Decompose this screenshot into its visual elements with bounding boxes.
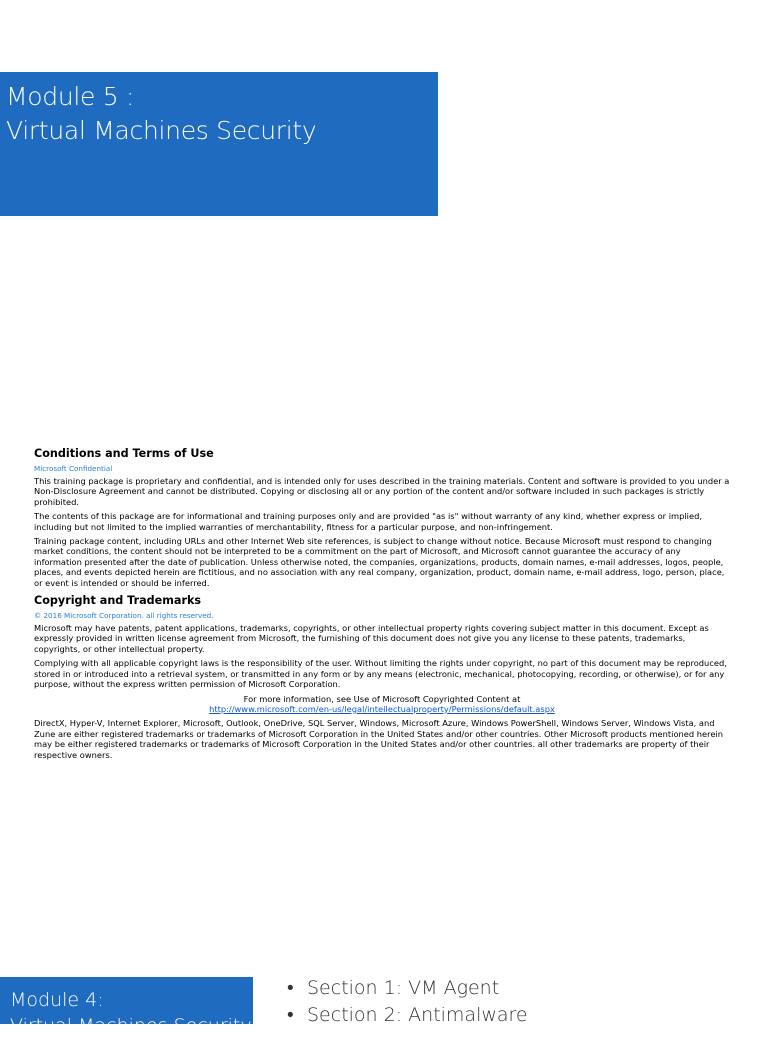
confidential-label: Microsoft Confidential [34, 464, 113, 473]
module-4-title-line2: Virtual Machines Security [10, 1015, 252, 1037]
section-label: Section 1: VM Agent [307, 977, 500, 999]
bullet-icon: • [287, 977, 294, 999]
trademarks-paragraph: DirectX, Hyper-V, Internet Explorer, Microsoft, Outlook, OneDrive, SQL Server, Windows, Microsoft Azure, Windows PowerShell, Windows Server, Windows Vista, and Zune are either registered trademarks or trademarks of Microsoft Corporation in the United States and/or other countries. Other Microsoft products mentioned herein may be either registered trademarks or trademarks of Microsoft Corporation in the United States and/or other countries. all other trademarks are property of their respective owners. [34, 718, 724, 760]
copyright-notice: © 2016 Microsoft Corporation. all rights reserved. [34, 611, 214, 621]
bullet-icon: • [287, 1004, 294, 1026]
terms-paragraph: Training package content, including URLs and other Internet Web site references, is subject to change without notice. Because Microsoft must respond to changing market conditions, the content should not be interpreted to be a commitment on the part of Microsoft, and Microsoft cannot guarantee the accuracy of any information presented after the date of publication. Unless otherwise noted, the companies, organizations, products, domain names, e-mail addresses, logos, people, places, and events depicted herein are fictitious, and no association with any real company, organization, product, domain name, e-mail address, logo, person, place, or event is intended or should be inferred. [34, 536, 725, 588]
module-title-banner [0, 72, 438, 216]
section-list [287, 975, 757, 1029]
module-title-line2: Virtual Machines Security [6, 116, 317, 145]
list-item [287, 1002, 757, 1029]
module-4-title-line1: Module 4: [10, 989, 104, 1011]
list-item [287, 975, 757, 1002]
terms-paragraph: This training package is proprietary and confidential, and is intended only for uses described in the training materials. Content and software is provided to you under a Non-Disclosure Agreement and cannot be distributed. Copying or disclosing all or any portion of the content and/or software included in such packages is strictly prohibited. [34, 476, 730, 507]
more-info-text: For more information, see Use of Microsoft Copyrighted Content at [243, 693, 521, 704]
terms-paragraph: The contents of this package are for informational and training purposes only and are provided "as is" without warranty of any kind, whether express or implied, including but not limited to the implied warranties of merchantability, fitness for a particular purpose, and non-infringement. [34, 511, 702, 532]
copyright-paragraph: Microsoft may have patents, patent applications, trademarks, copyrights, or other intellectual property rights covering subject matter in this document. Except as expressly provided in written license agreement from Microsoft, the furnishing of this document does not give you any license to these patents, trademarks, copyrights, or other intellectual property. [34, 623, 709, 654]
section-label: Section 2: Antimalware [307, 1004, 528, 1026]
module-4-banner [0, 977, 253, 1037]
module-title-line1: Module 5 : [6, 82, 135, 111]
terms-block [34, 446, 730, 764]
copyright-paragraph: Complying with all applicable copyright laws is the responsibility of the user. Without limiting the rights under copyright, no part of this document may be reproduced, stored in or introduced into a retrieval system, or transmitted in any form or by any means (electronic, mechanical, photocopying, recording, or otherwise), or for any purpose, without the express written permission of Microsoft Corporation. [34, 658, 727, 690]
copyright-heading: Copyright and Trademarks [34, 594, 202, 608]
permissions-link[interactable]: http://www.microsoft.com/en-us/legal/intellectualproperty/Permissions/default.aspx [209, 703, 555, 714]
terms-heading: Conditions and Terms of Use [34, 447, 214, 460]
